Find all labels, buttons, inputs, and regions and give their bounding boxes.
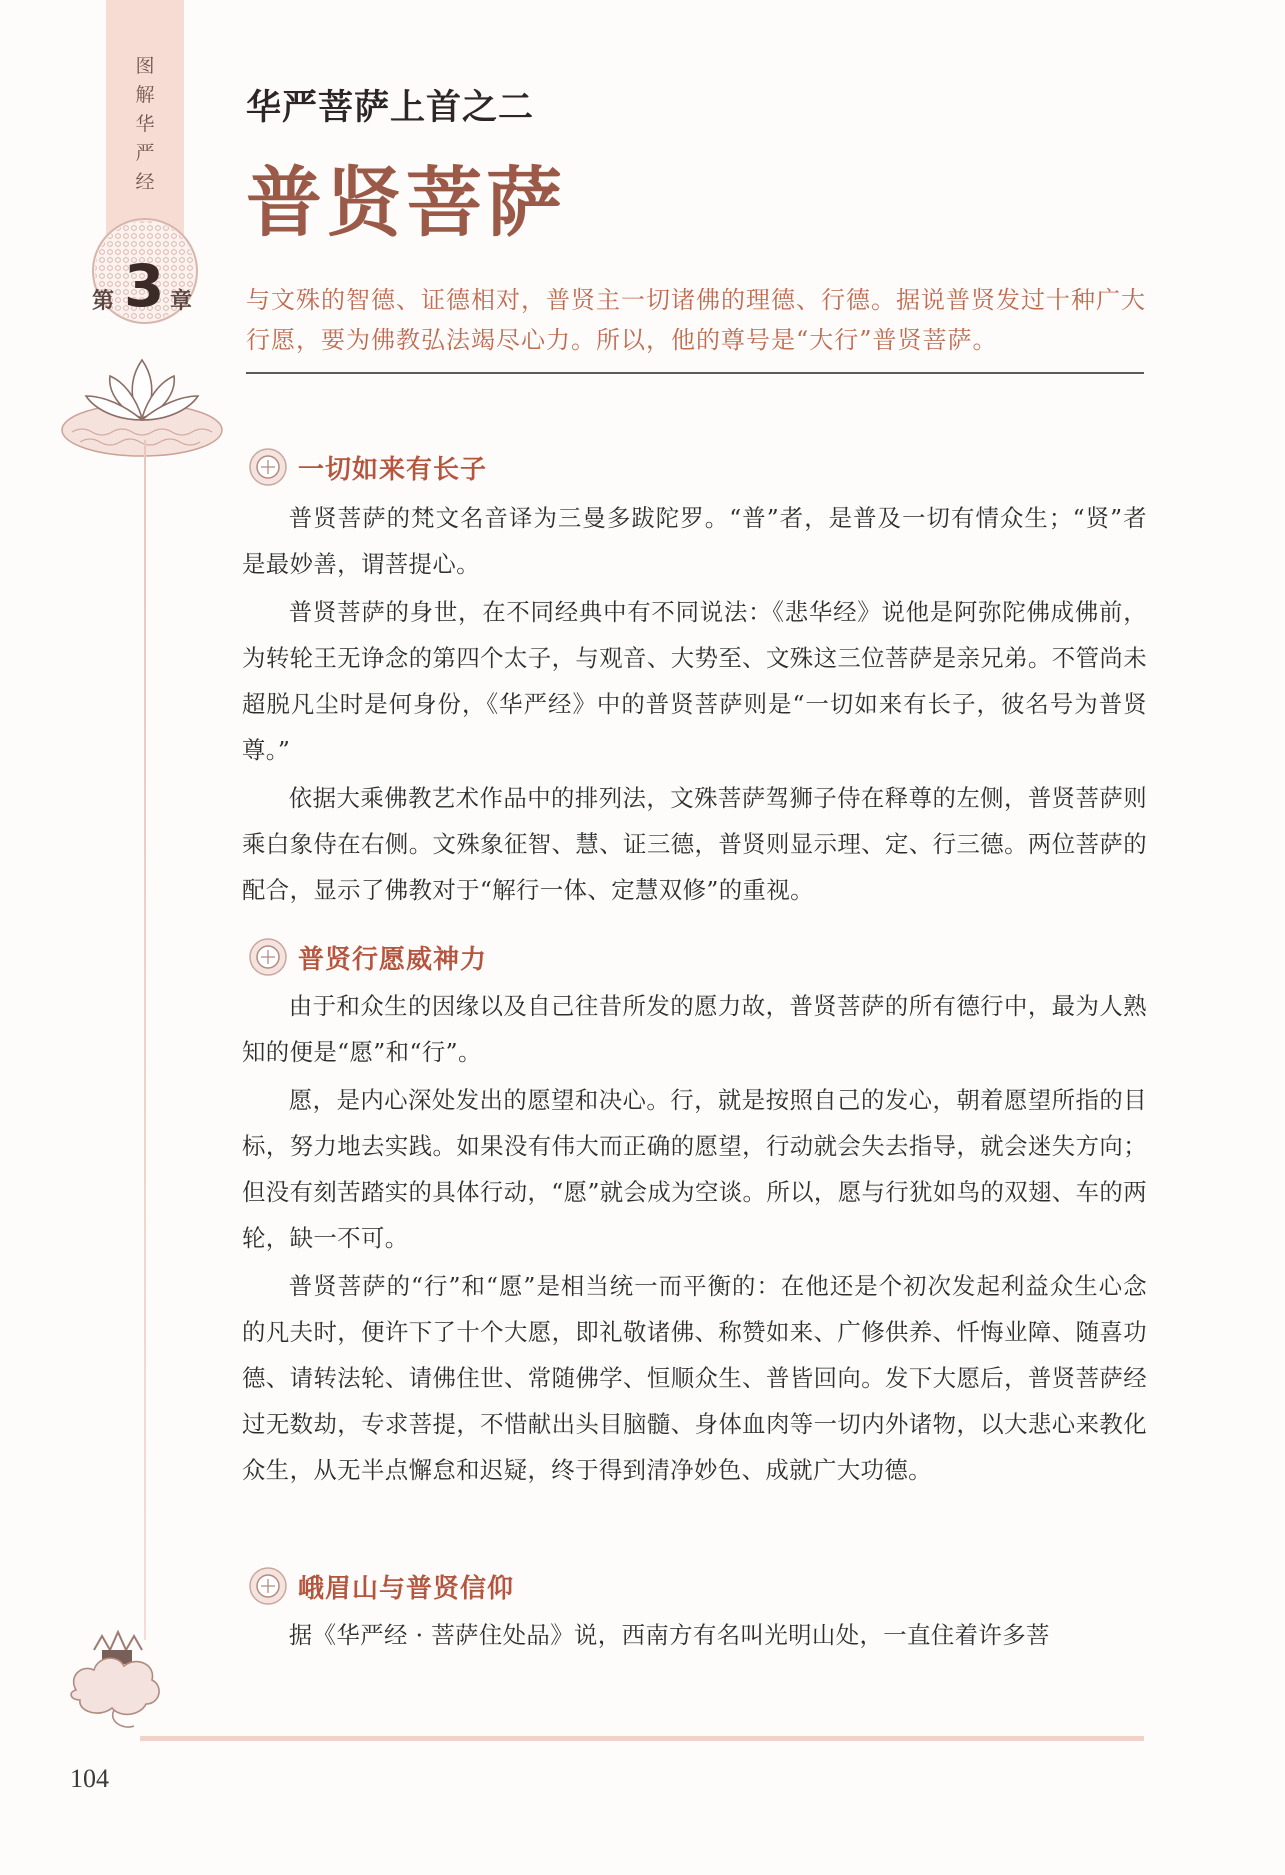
book-title-char: 解 bbox=[135, 84, 157, 106]
paragraph: 普贤菩萨的身世，在不同经典中有不同说法：《悲华经》说他是阿弥陀佛成佛前，为转轮王无诤念的第四个太子，与观音、大势至、文殊这三位菩萨是亲兄弟。不管尚未超脱凡尘时是何身份，《华严经》中的普贤菩萨则是“一切如来有长子，彼名号为普贤尊。” bbox=[242, 598, 1147, 764]
book-title-char: 严 bbox=[135, 142, 157, 164]
section-title: 一切如来有长子 bbox=[298, 454, 488, 485]
side-divider bbox=[144, 440, 146, 1640]
chapter-number: 3 bbox=[124, 252, 165, 320]
book-title-char: 华 bbox=[135, 113, 157, 135]
intro-text: 与文殊的智德、证德相对，普贤主一切诸佛的理德、行德。据说普贤发过十种广大行愿，要为佛教弘法竭尽心力。所以，他的尊号是“大行”普贤菩萨。 bbox=[246, 286, 1146, 354]
lotus-icon bbox=[58, 350, 226, 460]
cloud-emblem-icon bbox=[64, 1610, 170, 1736]
paragraph: 普贤菩萨的“行”和“愿”是相当统一而平衡的：在他还是个初次发起利益众生心念的凡夫时，便许下了十个大愿，即礼敬诸佛、称赞如来、广修供养、忏悔业障、随喜功德、请转法轮、请佛住世、常随佛学、恒顺众生、普皆回向。发下大愿后，普贤菩萨经过无数劫，专求菩提，不惜献出头目脑髓、身体血肉等一切内外诸物，以大悲心来教化众生，从无半点懈怠和迟疑，终于得到清净妙色、成就广大功德。 bbox=[242, 1272, 1147, 1484]
section-heading-3 bbox=[246, 1566, 514, 1606]
chapter-subtitle: 华严菩萨上首之二 bbox=[246, 88, 535, 128]
dharma-wheel-icon bbox=[246, 937, 290, 977]
dharma-wheel-icon bbox=[246, 447, 290, 487]
paragraph: 普贤菩萨的梵文名音译为三曼多跋陀罗。“普”者，是普及一切有情众生；“贤”者是最妙善，谓菩提心。 bbox=[242, 504, 1147, 578]
book-title-char: 经 bbox=[135, 171, 157, 193]
footer-divider bbox=[140, 1736, 1144, 1741]
section-title: 普贤行愿威神力 bbox=[298, 944, 488, 975]
dharma-wheel-icon bbox=[246, 1566, 290, 1606]
section-heading-2 bbox=[246, 937, 487, 977]
chapter-label bbox=[82, 252, 208, 322]
book-title-vertical bbox=[130, 52, 162, 197]
paragraph: 据《华严经 · 菩萨住处品》说，西南方有名叫光明山处，一直住着许多菩 bbox=[288, 1621, 1050, 1649]
page-title: 普贤菩萨 bbox=[246, 158, 566, 247]
paragraph: 愿，是内心深处发出的愿望和决心。行，就是按照自己的发心，朝着愿望所指的目标，努力地去实践。如果没有伟大而正确的愿望，行动就会失去指导，就会迷失方向；但没有刻苦踏实的具体行动，“愿”就会成为空谈。所以，愿与行犹如鸟的双翅、车的两轮，缺一不可。 bbox=[242, 1086, 1147, 1252]
paragraph: 由于和众生的因缘以及自己往昔所发的愿力故，普贤菩萨的所有德行中，最为人熟知的便是“愿”和“行”。 bbox=[242, 992, 1147, 1066]
section-heading-1 bbox=[246, 447, 487, 487]
book-title-char: 图 bbox=[135, 55, 157, 77]
chapter-suffix: 章 bbox=[170, 289, 193, 314]
intro-divider bbox=[246, 372, 1144, 374]
page-number: 104 bbox=[70, 1764, 109, 1793]
chapter-prefix: 第 bbox=[92, 289, 115, 314]
section-title: 峨眉山与普贤信仰 bbox=[298, 1573, 515, 1604]
paragraph: 依据大乘佛教艺术作品中的排列法，文殊菩萨驾狮子侍在释尊的左侧，普贤菩萨则乘白象侍在右侧。文殊象征智、慧、证三德，普贤则显示理、定、行三德。两位菩萨的配合，显示了佛教对于“解行一体、定慧双修”的重视。 bbox=[242, 784, 1147, 904]
